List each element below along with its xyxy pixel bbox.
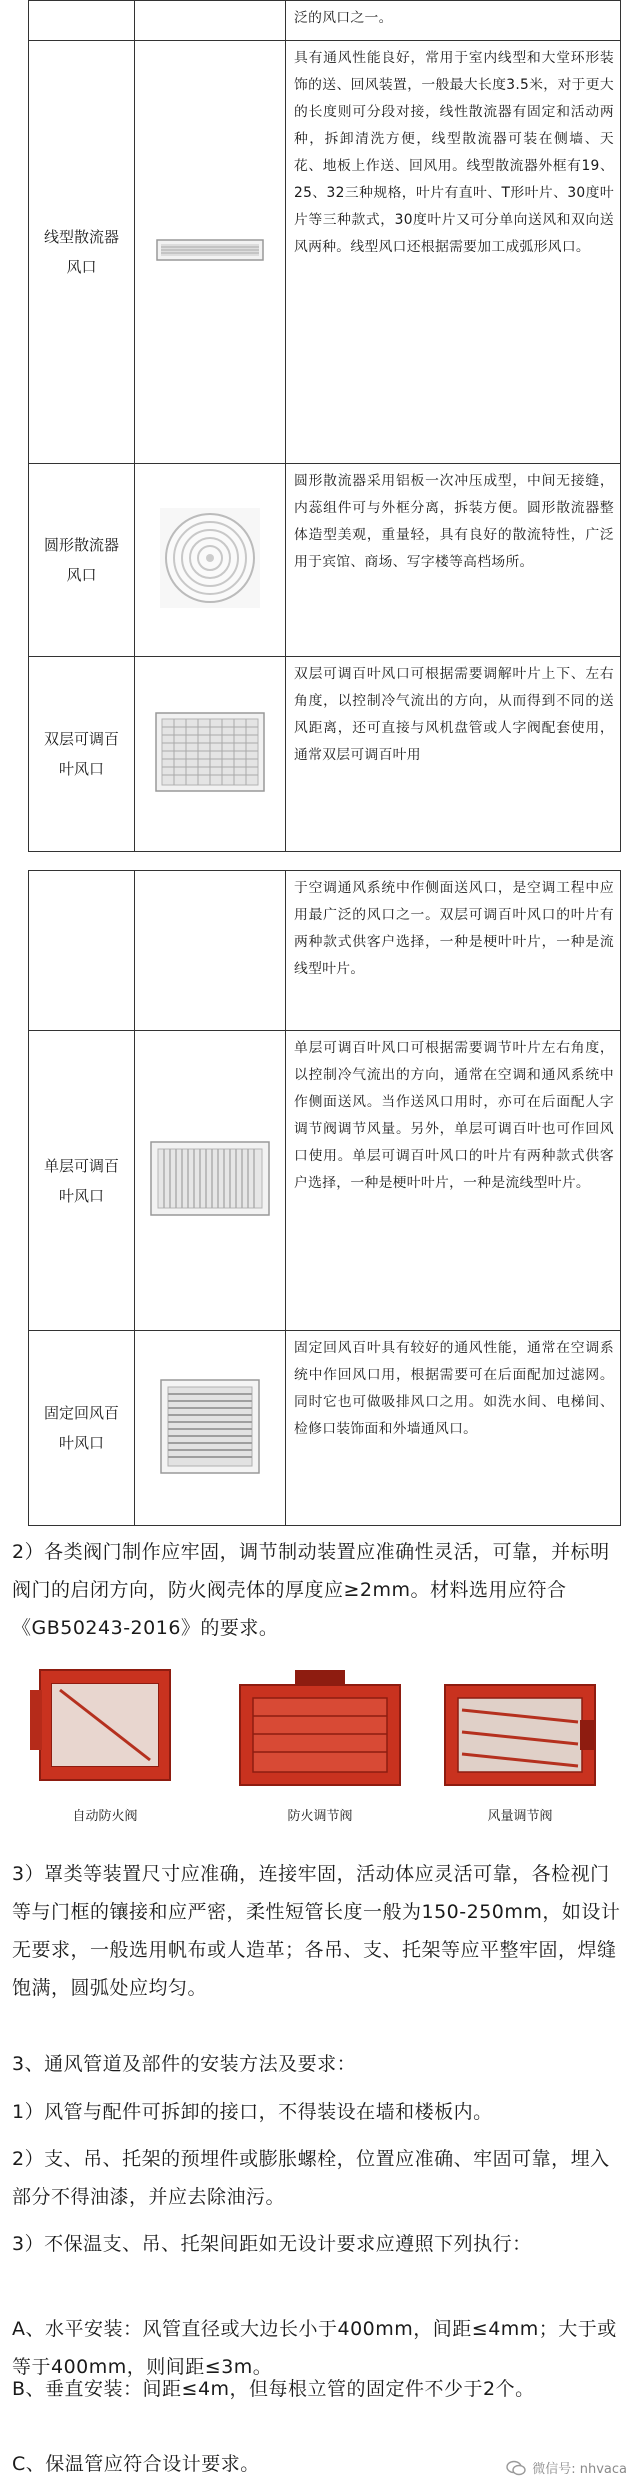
valve-images xyxy=(0,1650,637,1840)
vent-table-2 xyxy=(28,870,621,1526)
step-b: B、垂直安装：间距≤4m，但每根立管的固定件不少于2个。 xyxy=(12,2378,535,2400)
linear-diffuser-image xyxy=(135,41,286,464)
valves-paragraph: 2）各类阀门制作应牢固，调节制动装置应准确性灵活，可靠，并标明阀门的启闭方向，防火阀壳体的厚度应≥2mm。材料选用应符合《GB50243-2016》的要求。 xyxy=(12,1541,610,1639)
row-desc: 具有通风性能良好，常用于室内线型和大堂环形装饰的送、回风装置，一般最大长度3.5米，对于更大的长度则可分段对接，线性散流器有固定和活动两种，拆卸清洗方便，线型散流器可装在侧墙、天花、地板上作送、回风用。线型散流器外框有19、25、32三种规格，叶片有直叶、T形叶片、30度叶片等三种款式，30度叶片又可分单向送风和双向送风两种。线型风口还根据需要加工成弧形风口。 xyxy=(286,41,621,464)
row-desc: 双层可调百叶风口可根据需要调解叶片上下、左右角度，以控制冷气流出的方向，从而得到不同的送风距离，还可直接与风机盘管或人字阀配套使用，通常双层可调百叶用 xyxy=(286,657,621,852)
table-row xyxy=(29,871,621,1031)
volume-damper-image xyxy=(440,1670,600,1800)
row-image xyxy=(135,1,286,41)
row-desc: 于空调通风系统中作侧面送风口，是空调工程中应用最广泛的风口之一。双层可调百叶风口的叶片有两种款式供客户选择，一种是梗叶叶片，一种是流线型叶片。 xyxy=(286,871,621,1031)
step-a: A、水平安装：风管直径或大边长小于400mm，间距≤4mm；大于或等于400mm，则间距≤3m。 xyxy=(12,2318,617,2378)
row-image xyxy=(135,871,286,1031)
single-louver-image xyxy=(135,1031,286,1331)
valve-caption: 防火调节阀 xyxy=(287,1809,353,1824)
row-desc: 圆形散流器采用铝板一次冲压成型，中间无接缝，内蕊组件可与外框分离，拆装方便。圆形散流器整体造型美观，重量轻，具有良好的散流特性，广泛用于宾馆、商场、写字楼等高档场所。 xyxy=(286,464,621,657)
fixed-return-louver-image xyxy=(135,1331,286,1526)
section-heading: 3、通风管道及部件的安装方法及要求： xyxy=(12,2053,357,2075)
double-louver-image xyxy=(135,657,286,852)
valve-caption: 风量调节阀 xyxy=(487,1809,553,1824)
row-name xyxy=(29,871,135,1031)
row-name: 线型散流器 风口 xyxy=(29,41,135,464)
table-row xyxy=(29,41,621,464)
vent-table-1 xyxy=(28,0,621,852)
step-2: 2）支、吊、托架的预埋件或膨胀螺栓，位置应准确、牢固可靠，埋入部分不得油漆，并应去除油污。 xyxy=(12,2148,610,2208)
wechat-watermark xyxy=(506,2458,627,2477)
table-row xyxy=(29,1331,621,1526)
watermark-text: 微信号: nhvaca xyxy=(532,2462,627,2477)
row-name: 圆形散流器 风口 xyxy=(29,464,135,657)
valve-caption: 自动防火阀 xyxy=(72,1809,138,1824)
row-desc: 固定回风百叶具有较好的通风性能，通常在空调系统中作回风口用，根据需要可在后面配加过滤网。同时它也可做吸排风口之用。如洗水间、电梯间、检修口装饰面和外墙通风口。 xyxy=(286,1331,621,1526)
table-row xyxy=(29,1,621,41)
row-desc: 单层可调百叶风口可根据需要调节叶片左右角度，以控制冷气流出的方向，通常在空调和通风系统中作侧面送风。当作送风口用时，亦可在后面配人字调节阀调节风量。另外，单层可调百叶也可作回风口使用。单层可调百叶风口的叶片有两种款式供客户选择，一种是梗叶叶片，一种是流线型叶片。 xyxy=(286,1031,621,1331)
row-name: 固定回风百 叶风口 xyxy=(29,1331,135,1526)
step-1: 1）风管与配件可拆卸的接口，不得装设在墙和楼板内。 xyxy=(12,2101,493,2123)
round-diffuser-image xyxy=(135,464,286,657)
row-desc: 泛的风口之一。 xyxy=(286,1,621,41)
table-row xyxy=(29,1031,621,1331)
fire-regulating-damper-image xyxy=(235,1670,405,1800)
table-row xyxy=(29,464,621,657)
wechat-icon xyxy=(506,2460,526,2476)
row-name: 单层可调百 叶风口 xyxy=(29,1031,135,1331)
auto-fire-damper-image xyxy=(30,1660,180,1800)
row-name: 双层可调百 叶风口 xyxy=(29,657,135,852)
table-row xyxy=(29,657,621,852)
row-name xyxy=(29,1,135,41)
step-3: 3）不保温支、吊、托架间距如无设计要求应遵照下列执行： xyxy=(12,2233,532,2255)
step-c: C、保温管应符合设计要求。 xyxy=(12,2453,260,2475)
hoods-paragraph: 3）罩类等装置尺寸应准确，连接牢固，活动体应灵活可靠，各检视门等与门框的镶接和应严密，柔性短管长度一般为150-250mm，如设计无要求，一般选用帆布或人造革；各吊、支、托架等应平整牢固，焊缝饱满，圆弧处应均匀。 xyxy=(12,1863,621,1999)
